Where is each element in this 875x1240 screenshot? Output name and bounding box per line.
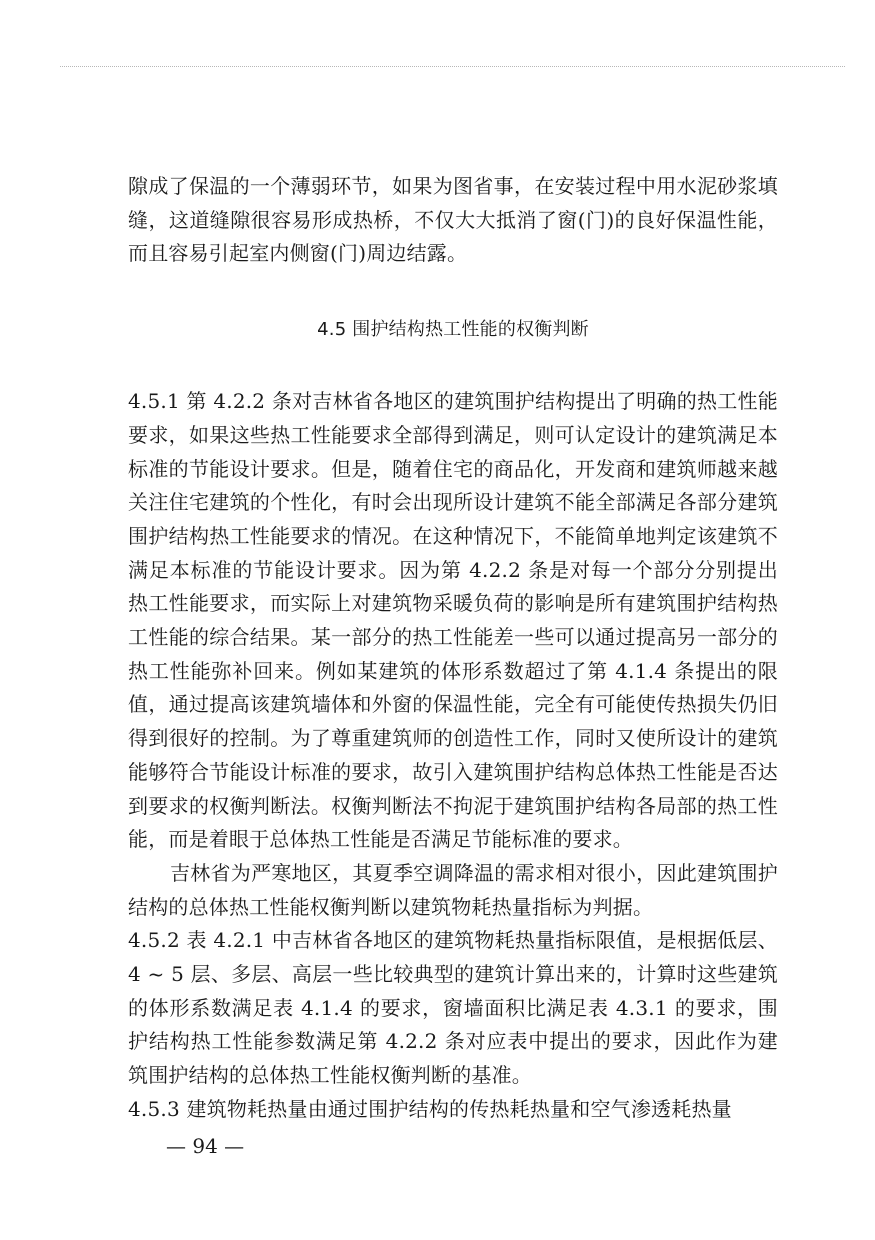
- section-heading: 4.5 围护结构热工性能的权衡判断: [317, 319, 589, 341]
- page-number: — 94 —: [166, 1134, 245, 1158]
- paragraph-4-5-1: 4.5.1 第 4.2.2 条对吉林省各地区的建筑围护结构提出了明确的热工性能要求，如果这些热工性能要求全部得到满足，则可认定设计的建筑满足本标准的节能设计要求。但是，随着住宅的商品化，开发商和建筑师越来越关注住宅建筑的个性化，有时会出现所设计建筑不能全部满足各部分建筑围护结构热工性能要求的情况。在这种情况下，不能简单地判定该建筑不满足本标准的节能设计要求。因为第 4.2.2 条是对每一个部分分别提出热工性能要求，而实际上对建筑物采暖负荷的影响是所有建筑围护结构热工性能的综合结果。某一部分的热工性能差一些可以通过提高另一部分的热工性能弥补回来。例如某建筑的体形系数超过了第 4.1.4 条提出的限值，通过提高该建筑墙体和外窗的保温性能，完全有可能使传热损失仍旧得到很好的控制。为了尊重建筑师的创造性工作，同时又使所设计的建筑能够符合节能设计标准的要求，故引入建筑围护结构总体热工性能是否达到要求的权衡判断法。权衡判断法不拘泥于建筑围护结构各局部的热工性能，而是着眼于总体热工性能是否满足节能标准的要求。: [128, 389, 778, 852]
- scan-artifact-line: [60, 66, 845, 67]
- continued-paragraph: 隙成了保温的一个薄弱环节，如果为图省事，在安装过程中用水泥砂浆填缝，这道缝隙很容易形成热桥，不仅大大抵消了窗(门)的良好保温性能，而且容易引起室内侧窗(门)周边结露。: [128, 174, 778, 266]
- document-body: [128, 170, 778, 1127]
- paragraph-jilin-note: 吉林省为严寒地区，其夏季空调降温的需求相对很小，因此建筑围护结构的总体热工性能权衡判断以建筑物耗热量指标为判据。: [128, 860, 778, 919]
- paragraph-4-5-3: 4.5.3 建筑物耗热量由通过围护结构的传热耗热量和空气渗透耗热量: [128, 1096, 732, 1121]
- paragraph-4-5-2: 4.5.2 表 4.2.1 中吉林省各地区的建筑物耗热量指标限值，是根据低层、4 ~ 5 层、多层、高层一些比较典型的建筑计算出来的，计算时这些建筑的体形系数满足表 4.1.4 的要求，窗墙面积比满足表 4.3.1 的要求，围护结构热工性能参数满足第 4.2.2 条对应表中提出的要求，因此作为建筑围护结构的总体热工性能权衡判断的基准。: [128, 928, 778, 1088]
